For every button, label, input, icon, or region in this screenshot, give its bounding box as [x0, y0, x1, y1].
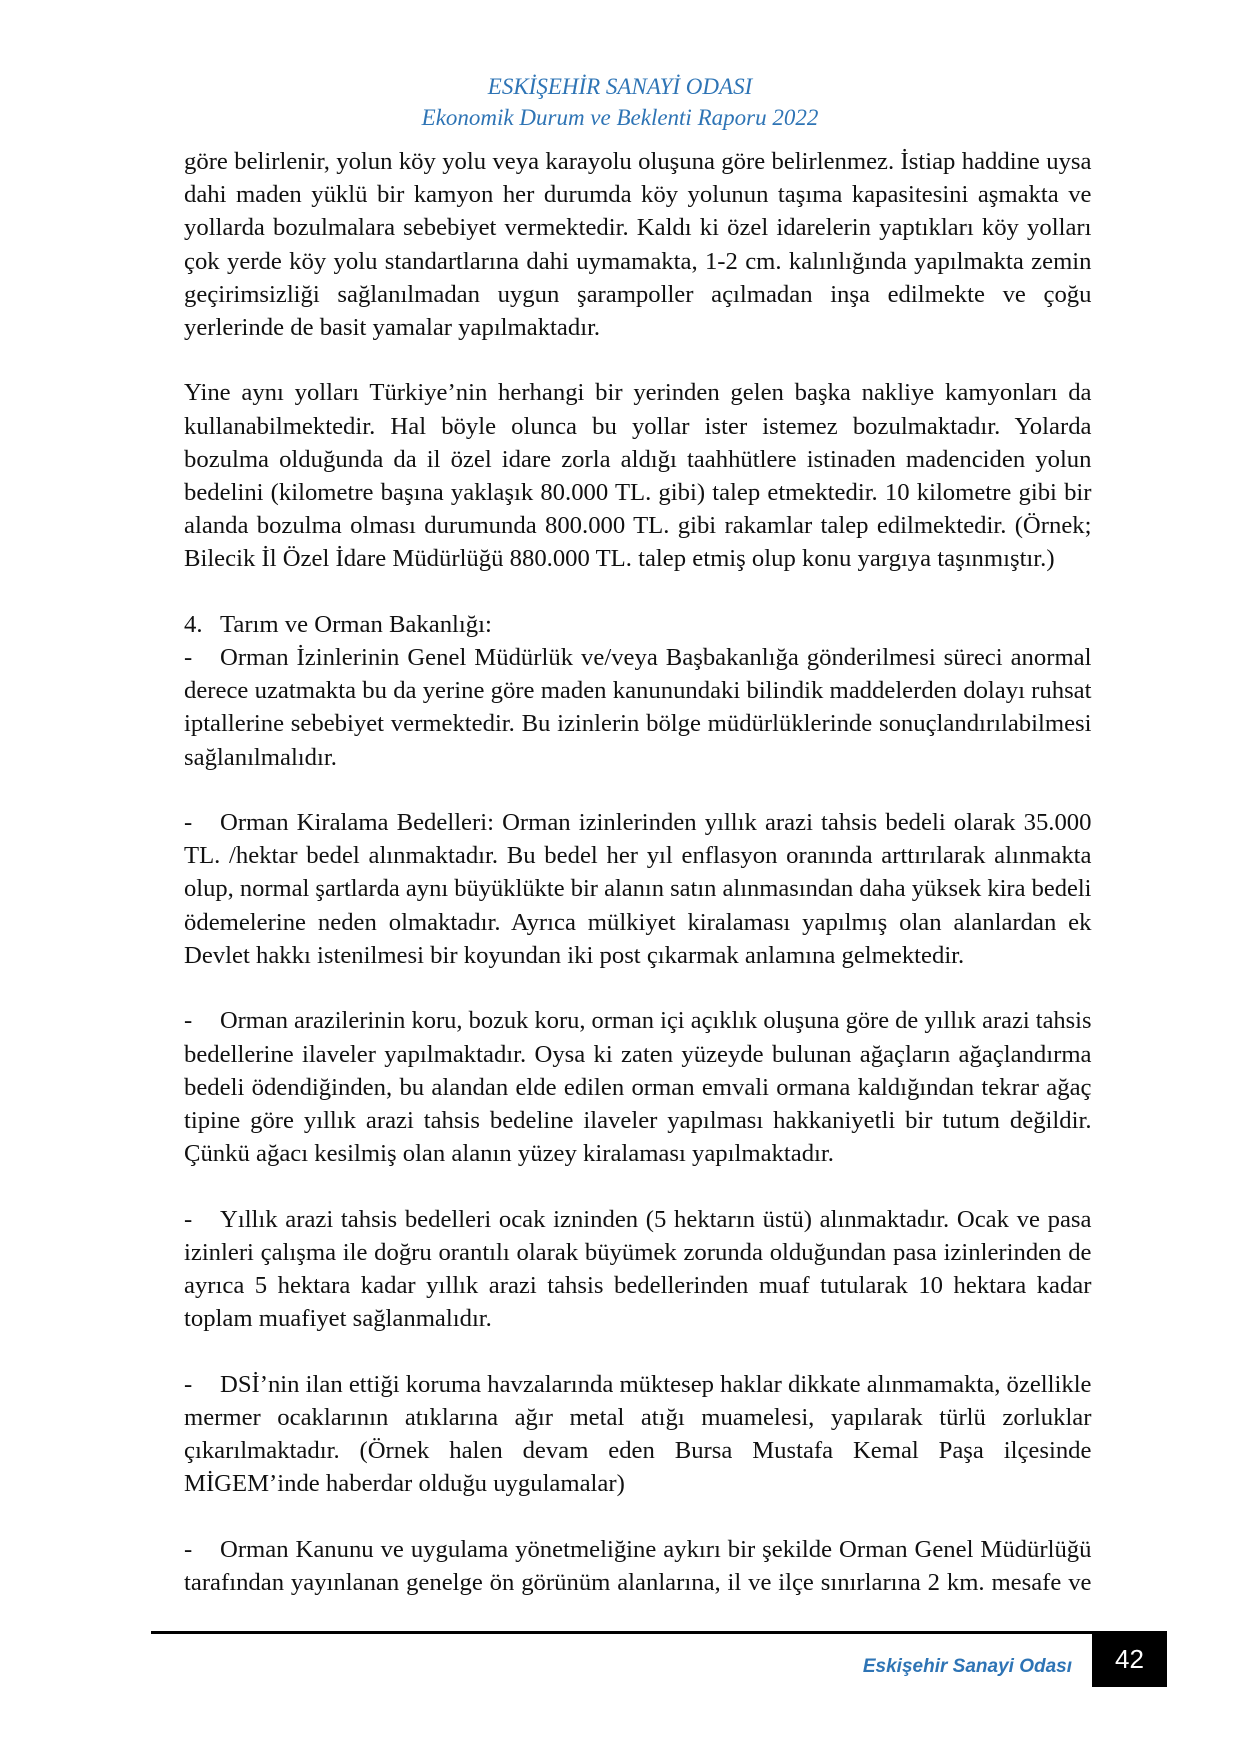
line-text: çıkarılmaktadır. (Örnek halen devam eden Bursa Mustafa Kemal Paşa ilçesinde: [184, 1436, 1092, 1464]
line-text: bedelini (kilometre başına yaklaşık 80.000 TL. gibi) talep etmektedir. 10 kilometre gibi bir: [184, 478, 1092, 506]
paragraph-line: [184, 410, 1092, 443]
line-text: Çünkü ağacı kesilmiş olan alanın yüzey kiralaması yapılmaktadır.: [184, 1140, 834, 1168]
line-text: göre belirlenir, yolun köy yolu veya karayolu oluşuna göre belirlenmez. İstiap haddine uysa: [184, 148, 1092, 175]
list-bullet-marker: -: [184, 809, 193, 837]
line-text: kullanabilmektedir. Hal böyle olunca bu yollar ister istemez bozulmaktadır. Yolarda: [184, 412, 1092, 440]
list-item: [184, 1004, 1092, 1170]
line-text: çok yerde köy yolu standartlarına dahi uymamakta, 1-2 cm. kalınlığında yapılmakta zemin: [184, 247, 1092, 275]
list-item-line: [184, 1004, 1092, 1037]
line-text: geçirimsizliği sağlanılmadan uygun şarampoller açılmadan inşa edilmekte ve çoğu: [184, 280, 1092, 308]
line-text: iptallerine sebebiyet vermektedir. Bu izinlerin bölge müdürlüklerinde sonuçlandırılabilmesi: [184, 710, 1092, 738]
list-item-line: [184, 1566, 1092, 1599]
list-item-line: [184, 674, 1092, 707]
paragraph-line: [184, 509, 1092, 542]
paragraph-line: [184, 311, 1092, 344]
line-text: bozulma olduğunda da il özel idare zorla aldığı taahhütlere istinaden madenciden yolun: [184, 445, 1092, 473]
section-heading: [184, 608, 1092, 641]
list-item-line: [184, 741, 1092, 774]
line-text: tipine göre yıllık arazi tahsis bedeline ilaveler yapılması hakkaniyetli bir tutum değildir.: [184, 1106, 1092, 1134]
header-title: ESKİŞEHİR SANAYİ ODASI: [487, 74, 753, 99]
line-text: Orman Kanunu ve uygulama yönetmeliğine aykırı bir şekilde Orman Genel Müdürlüğü: [220, 1535, 1092, 1563]
line-text: Devlet hakkı istenilmesi bir koyundan iki post çıkarmak anlamına gelmektedir.: [184, 941, 965, 969]
list-item-line: [184, 1038, 1092, 1071]
paragraph-line: [184, 278, 1092, 311]
line-text: yerlerinde de basit yamalar yapılmaktadır.: [184, 313, 601, 341]
list-bullet-marker: -: [184, 1370, 193, 1398]
list-item-line: [184, 707, 1092, 740]
footer-organization: Eskişehir Sanayi Odası: [862, 1656, 1072, 1677]
line-text: dahi maden yüklü bir kamyon her durumda köy yolunun taşıma kapasitesini aşmakta ve: [184, 181, 1092, 209]
section-title: Tarım ve Orman Bakanlığı:: [220, 610, 492, 638]
paragraph: [184, 376, 1092, 575]
list-item-line: [184, 1269, 1092, 1302]
line-text: Orman Kiralama Bedelleri: Orman izinlerinden yıllık arazi tahsis bedeli olarak 35.000: [220, 809, 1092, 837]
list-item-line: [184, 1434, 1092, 1467]
paragraph-line: [184, 145, 1092, 178]
list-item: [184, 806, 1092, 972]
line-text: TL. /hektar bedel alınmaktadır. Bu bedel her yıl enflasyon oranında arttırılarak alınmakta: [184, 842, 1092, 870]
list-item-line: [184, 906, 1092, 939]
section-heading-line: [184, 608, 1092, 641]
line-text: Orman arazilerinin koru, bozuk koru, orman içi açıklık oluşuna göre de yıllık arazi tahsis: [220, 1007, 1092, 1035]
list-item-line: [184, 1467, 1092, 1500]
line-text: bedeli ödendiğinden, bu alandan elde edilen orman emvali ormana kaldığından tekrar ağaç: [184, 1073, 1092, 1101]
paragraph-line: [184, 476, 1092, 509]
list-item-line: [184, 1104, 1092, 1137]
body-text: [184, 145, 1092, 1599]
list-item-line: [184, 806, 1092, 839]
list-item-line: [184, 1236, 1092, 1269]
running-header: [0, 71, 1240, 133]
line-text: MİGEM’inde haberdar olduğu uygulamalar): [184, 1470, 625, 1498]
line-text: Yıllık arazi tahsis bedelleri ocak izninden (5 hektarın üstü) alınmaktadır. Ocak ve pasa: [220, 1205, 1092, 1233]
line-text: sağlanılmalıdır.: [184, 743, 337, 771]
list-item-line: [184, 1401, 1092, 1434]
header-subtitle: Ekonomik Durum ve Beklenti Raporu 2022: [421, 105, 819, 130]
line-text: ayrıca 5 hektara kadar yıllık arazi tahsis bedellerinden muaf tutularak 10 hektara kadar: [184, 1271, 1092, 1299]
list-bullet-marker: -: [184, 1007, 193, 1035]
page-number: 42: [1115, 1644, 1144, 1674]
list-item-line: [184, 1302, 1092, 1335]
section-number: 4.: [184, 610, 203, 638]
list-bullet-marker: -: [184, 644, 193, 672]
list-item: [184, 641, 1092, 774]
paragraph-line: [184, 443, 1092, 476]
page-number-box: [1092, 1631, 1167, 1687]
line-text: yollarda bozulmalara sebebiyet vermektedir. Kaldı ki özel idarelerin yaptıkları köy yolları: [184, 214, 1092, 242]
line-text: toplam muafiyet sağlanmalıdır.: [184, 1305, 492, 1333]
list-item-line: [184, 1368, 1092, 1401]
line-text: bedellerine ilaveler yapılmaktadır. Oysa ki zaten yüzeyde bulunan ağaçların ağaçlandırma: [184, 1040, 1092, 1068]
paragraph-line: [184, 376, 1092, 409]
line-text: Orman İzinlerinin Genel Müdürlük ve/veya Başbakanlığa gönderilmesi süreci anormal: [220, 644, 1092, 672]
line-text: DSİ’nin ilan ettiği koruma havzalarında müktesep haklar dikkate alınmamakta, özellikle: [220, 1370, 1092, 1398]
list-item: [184, 1368, 1092, 1501]
list-item-line: [184, 1137, 1092, 1170]
list-item-line: [184, 641, 1092, 674]
list-item: [184, 1203, 1092, 1336]
paragraph-line: [184, 178, 1092, 211]
list-bullet-marker: -: [184, 1535, 193, 1563]
line-text: Yine aynı yolları Türkiye’nin herhangi bir yerinden gelen başka nakliye kamyonları da: [184, 379, 1092, 407]
list-item: [184, 1533, 1092, 1599]
line-text: olup, normal şartlarda aynı büyüklükte bir alanın satın alınmasından daha yüksek kira bedeli: [184, 875, 1092, 903]
paragraph-line: [184, 542, 1092, 575]
list-item-line: [184, 1203, 1092, 1236]
line-text: derece uzatmakta bu da yerine göre maden kanunundaki bilindik maddelerden dolayı ruhsat: [184, 677, 1092, 705]
line-text: tarafından yayınlanan genelge ön görünüm alanlarına, il ve ilçe sınırlarına 2 km. mesafe ve: [184, 1568, 1092, 1596]
list-bullet-marker: -: [184, 1205, 193, 1233]
line-text: alanda bozulma olması durumunda 800.000 TL. gibi rakamlar talep edilmektedir. (Örnek;: [184, 512, 1092, 540]
paragraph-line: [184, 211, 1092, 244]
list-item-line: [184, 939, 1092, 972]
line-text: izinleri çalışma ile doğru orantılı olarak büyümek zorunda olduğundan pasa izinlerinden de: [184, 1238, 1092, 1266]
paragraph-line: [184, 245, 1092, 278]
line-text: mermer ocaklarının atıklarına ağır metal atığı muamelesi, yapılarak türlü zorluklar: [184, 1403, 1092, 1431]
line-text: Bilecik İl Özel İdare Müdürlüğü 880.000 TL. talep etmiş olup konu yargıya taşınmıştır.): [184, 545, 1055, 573]
line-text: ödemelerine neden olmaktadır. Ayrıca mülkiyet kiralaması yapılmış olan alanlardan ek: [184, 908, 1092, 936]
footer-rule: [151, 1631, 1092, 1634]
paragraph: [184, 145, 1092, 344]
list-item-line: [184, 1533, 1092, 1566]
list-item-line: [184, 1071, 1092, 1104]
list-item-line: [184, 872, 1092, 905]
list-item-line: [184, 839, 1092, 872]
